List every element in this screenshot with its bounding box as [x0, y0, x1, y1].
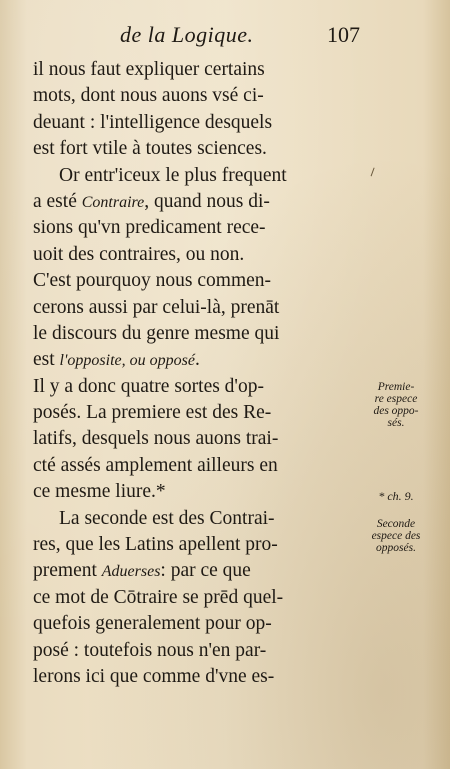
text-line: posé : toutefois nous n'en par-: [33, 639, 267, 661]
text-line: latifs, desquels nous auons trai-: [33, 428, 279, 450]
text-line: deuant : l'intelligence desquels: [33, 111, 273, 133]
text-line: res, que les Latins apellent pro-: [33, 534, 278, 556]
text-line: sions qu'vn predicament rece-: [33, 217, 266, 239]
text-line: le discours du genre mesme qui: [33, 322, 280, 344]
page-number: 107: [327, 22, 360, 47]
text-line: [33, 558, 353, 584]
text-line: il nous faut expliquer certains: [33, 59, 265, 80]
text-fragment: prement: [33, 560, 102, 582]
text-line: posés. La premiere est des Re-: [33, 402, 272, 424]
text-line: quefois generalement pour op-: [33, 613, 272, 635]
text-fragment: : par ce que: [160, 560, 251, 582]
text-line: cerons aussi par celui-là, prenāt: [33, 296, 280, 318]
text-line: ce mot de Cōtraire se prēd quel-: [33, 586, 284, 608]
text-line: Or entr'iceux le plus frequent: [59, 164, 287, 186]
italic-term: l'opposite, ou opposé: [59, 352, 195, 370]
text-line: La seconde est des Contrai-: [59, 507, 275, 529]
text-fragment: a esté: [33, 190, 82, 212]
text-line: C'est pourquoy nous commen-: [33, 270, 272, 292]
text-line: mots, dont nous auons vsé ci-: [33, 85, 264, 107]
text-line: est fort vtile à toutes sciences.: [33, 138, 267, 160]
margin-note-premiere-espece: Premie- re espece des oppo- sés.: [373, 381, 419, 429]
running-title: de la Logique.: [120, 22, 254, 47]
italic-term: Contraire: [81, 193, 145, 211]
margin-note-chapter-ref: * ch. 9.: [378, 489, 414, 503]
text-fragment: , quand nous di-: [144, 190, 270, 212]
text-line: lerons ici que comme d'vne es-: [33, 665, 275, 687]
running-head: [120, 22, 360, 52]
text-fragment: est: [33, 349, 60, 371]
text-line: [33, 347, 353, 373]
text-line: ce mesme liure.*: [33, 481, 166, 503]
ink-speck: [371, 168, 378, 178]
italic-term: Aduerses: [101, 563, 161, 581]
margin-note-seconde-espece: Seconde espece des opposés.: [371, 518, 421, 554]
text-fragment: .: [194, 349, 200, 371]
body-text: [33, 57, 353, 690]
text-line: [33, 189, 353, 215]
text-line: uoit des contraires, ou non.: [33, 243, 245, 265]
text-line: Il y a donc quatre sortes d'op-: [33, 375, 264, 397]
text-line: cté assés amplement ailleurs en: [33, 454, 278, 476]
